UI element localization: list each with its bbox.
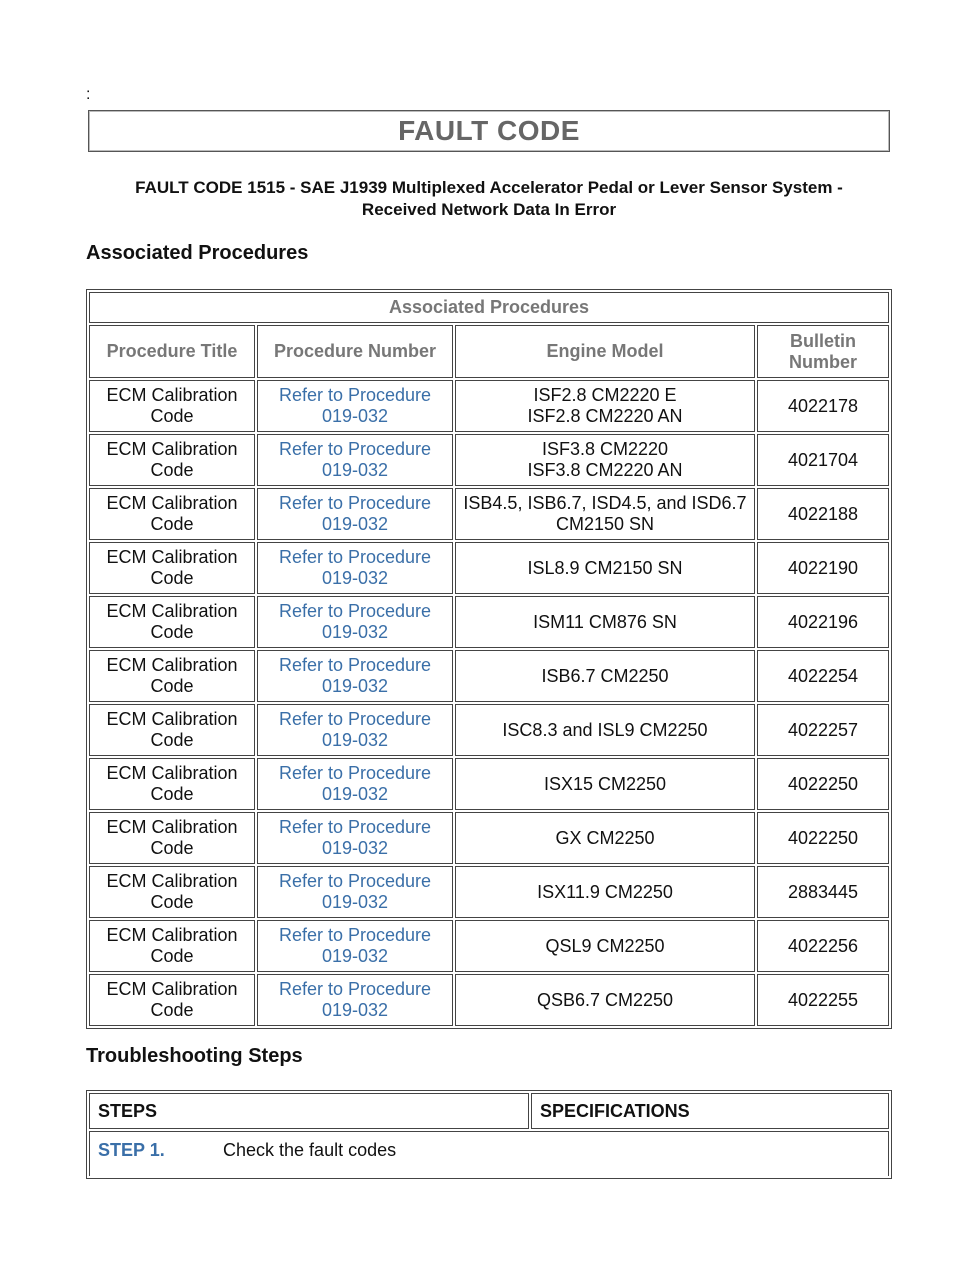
engine-model-cell: ISX11.9 CM2250 xyxy=(455,866,755,918)
fault-code-subtitle xyxy=(86,177,892,221)
procedure-number-link[interactable]: Refer to Procedure 019-032 xyxy=(257,488,453,540)
column-header-bulletin-number: Bulletin Number xyxy=(757,325,889,378)
engine-model-cell: ISC8.3 and ISL9 CM2250 xyxy=(455,704,755,756)
table-row xyxy=(89,380,889,432)
procedure-title-cell: ECM Calibration Code xyxy=(89,866,255,918)
step-1-text: Check the fault codes xyxy=(223,1140,397,1160)
procedure-number-link[interactable]: Refer to Procedure 019-032 xyxy=(257,920,453,972)
bulletin-number-cell: 4022250 xyxy=(757,758,889,810)
engine-model-cell: ISX15 CM2250 xyxy=(455,758,755,810)
procedure-title-cell: ECM Calibration Code xyxy=(89,380,255,432)
column-header-procedure-title: Procedure Title xyxy=(89,325,255,378)
table-row xyxy=(89,434,889,486)
engine-model-cell: ISF3.8 CM2220 ISF3.8 CM2220 AN xyxy=(455,434,755,486)
bulletin-number-cell: 4022178 xyxy=(757,380,889,432)
engine-model-cell: ISF2.8 CM2220 E ISF2.8 CM2220 AN xyxy=(455,380,755,432)
procedure-title-cell: ECM Calibration Code xyxy=(89,704,255,756)
procedure-title-cell: ECM Calibration Code xyxy=(89,434,255,486)
associated-procedures-heading: Associated Procedures xyxy=(86,242,309,264)
associated-procedures-table xyxy=(86,289,892,1029)
table-row xyxy=(89,542,889,594)
bulletin-number-cell: 4022250 xyxy=(757,812,889,864)
table-row xyxy=(89,704,889,756)
procedure-title-cell: ECM Calibration Code xyxy=(89,596,255,648)
column-header-procedure-number: Procedure Number xyxy=(257,325,453,378)
procedure-number-link[interactable]: Refer to Procedure 019-032 xyxy=(257,434,453,486)
engine-model-cell: ISL8.9 CM2150 SN xyxy=(455,542,755,594)
bulletin-number-cell: 2883445 xyxy=(757,866,889,918)
troubleshooting-steps-heading: Troubleshooting Steps xyxy=(86,1045,303,1067)
procedure-title-cell: ECM Calibration Code xyxy=(89,920,255,972)
procedure-title-cell: ECM Calibration Code xyxy=(89,812,255,864)
procedure-number-link[interactable]: Refer to Procedure 019-032 xyxy=(257,974,453,1026)
procedure-number-link[interactable]: Refer to Procedure 019-032 xyxy=(257,866,453,918)
bulletin-number-cell: 4022255 xyxy=(757,974,889,1026)
procedure-number-link[interactable]: Refer to Procedure 019-032 xyxy=(257,380,453,432)
table-row xyxy=(89,596,889,648)
bulletin-number-cell: 4022188 xyxy=(757,488,889,540)
table-caption: Associated Procedures xyxy=(89,292,889,323)
engine-model-cell: ISB4.5, ISB6.7, ISD4.5, and ISD6.7 CM2150 SN xyxy=(455,488,755,540)
procedure-number-link[interactable]: Refer to Procedure 019-032 xyxy=(257,596,453,648)
procedure-title-cell: ECM Calibration Code xyxy=(89,974,255,1026)
table-row xyxy=(89,758,889,810)
step-1-link[interactable]: STEP 1. xyxy=(98,1140,165,1160)
subtitle-line-2: Received Network Data In Error xyxy=(361,200,617,219)
procedure-title-cell: ECM Calibration Code xyxy=(89,542,255,594)
bulletin-number-cell: 4022196 xyxy=(757,596,889,648)
table-row xyxy=(89,812,889,864)
table-row xyxy=(89,650,889,702)
troubleshooting-steps-table xyxy=(86,1090,892,1179)
procedure-title-cell: ECM Calibration Code xyxy=(89,488,255,540)
procedure-title-cell: ECM Calibration Code xyxy=(89,650,255,702)
procedure-number-link[interactable]: Refer to Procedure 019-032 xyxy=(257,650,453,702)
bulletin-number-cell: 4022256 xyxy=(757,920,889,972)
engine-model-cell: QSL9 CM2250 xyxy=(455,920,755,972)
bulletin-number-cell: 4021704 xyxy=(757,434,889,486)
page-colon: : xyxy=(86,86,91,103)
table-row xyxy=(89,866,889,918)
procedure-number-link[interactable]: Refer to Procedure 019-032 xyxy=(257,704,453,756)
bulletin-number-cell: 4022190 xyxy=(757,542,889,594)
table-row xyxy=(89,920,889,972)
engine-model-cell: QSB6.7 CM2250 xyxy=(455,974,755,1026)
procedure-number-link[interactable]: Refer to Procedure 019-032 xyxy=(257,542,453,594)
table-row xyxy=(89,974,889,1026)
engine-model-cell: ISM11 CM876 SN xyxy=(455,596,755,648)
column-header-steps: STEPS xyxy=(89,1093,529,1129)
column-header-engine-model: Engine Model xyxy=(455,325,755,378)
step-row xyxy=(89,1131,889,1176)
procedure-number-link[interactable]: Refer to Procedure 019-032 xyxy=(257,758,453,810)
subtitle-line-1: FAULT CODE 1515 - SAE J1939 Multiplexed Accelerator Pedal or Lever Sensor System - xyxy=(135,178,843,197)
bulletin-number-cell: 4022257 xyxy=(757,704,889,756)
table-row xyxy=(89,488,889,540)
column-header-specifications: SPECIFICATIONS xyxy=(531,1093,889,1129)
bulletin-number-cell: 4022254 xyxy=(757,650,889,702)
procedures-table-body xyxy=(89,380,889,1026)
page-title: FAULT CODE xyxy=(398,115,580,146)
procedure-number-link[interactable]: Refer to Procedure 019-032 xyxy=(257,812,453,864)
engine-model-cell: GX CM2250 xyxy=(455,812,755,864)
engine-model-cell: ISB6.7 CM2250 xyxy=(455,650,755,702)
procedure-title-cell: ECM Calibration Code xyxy=(89,758,255,810)
page-title-box xyxy=(88,110,890,152)
